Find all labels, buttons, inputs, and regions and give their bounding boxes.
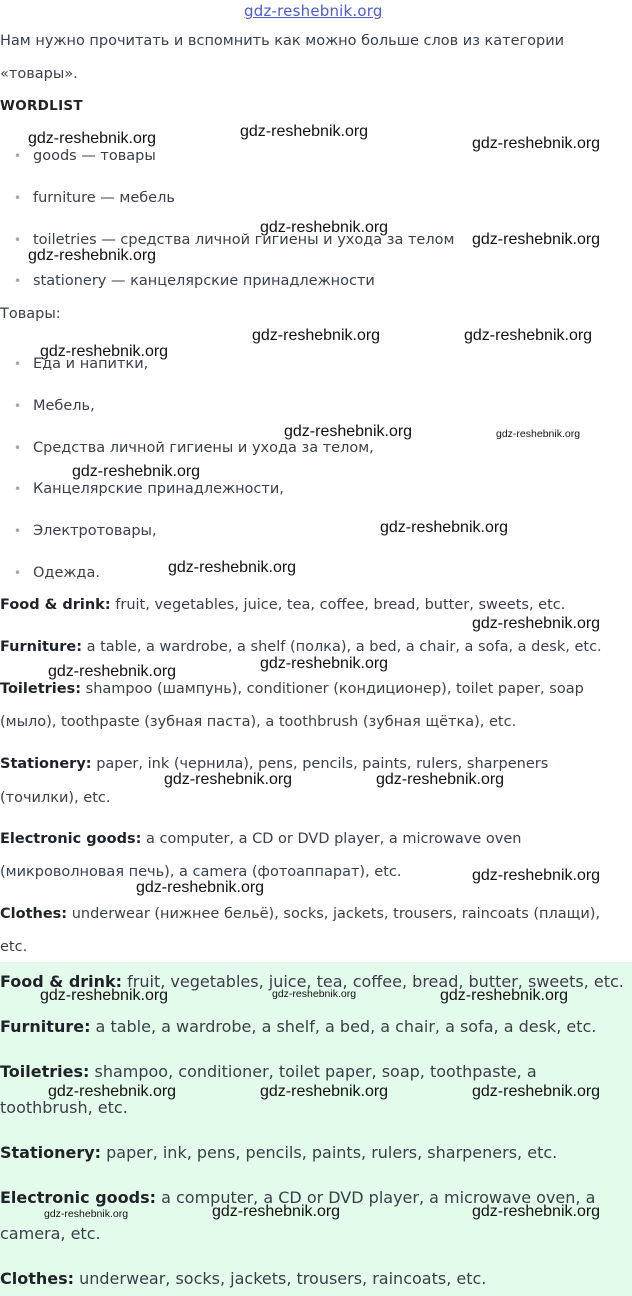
answer-label: Electronic goods: xyxy=(0,1188,157,1207)
goods-heading: Товары: xyxy=(0,306,61,322)
detail-electronics-cont: (микроволновая печь), a camera (фотоаппарат), etc. xyxy=(0,864,402,880)
answer-text: shampoo, conditioner, toilet paper, soap, toothpaste, a xyxy=(89,1062,537,1081)
watermark: gdz-reshebnik.org xyxy=(260,1083,389,1100)
watermark: gdz-reshebnik.org xyxy=(240,123,369,140)
answer-electronics-cont: camera, etc. xyxy=(0,1224,101,1243)
watermark: gdz-reshebnik.org xyxy=(212,1203,341,1220)
watermark: gdz-reshebnik.org xyxy=(72,463,201,480)
answer-label: Clothes: xyxy=(0,1269,75,1288)
watermark: gdz-reshebnik.org xyxy=(380,519,509,536)
watermark: gdz-reshebnik.org xyxy=(48,663,177,680)
detail-clothes xyxy=(0,906,600,922)
list-item: • goods — товары xyxy=(0,148,156,164)
answer-label: Toiletries: xyxy=(0,1062,90,1081)
watermark: gdz-reshebnik.org xyxy=(44,1208,129,1220)
answer-toiletries-cont: toothbrush, etc. xyxy=(0,1098,128,1117)
watermark: gdz-reshebnik.org xyxy=(40,343,169,360)
answer-toiletries xyxy=(0,1062,537,1081)
answer-label: Furniture: xyxy=(0,1017,91,1036)
detail-toiletries xyxy=(0,681,584,697)
detail-text: a computer, a CD or DVD player, a microwave oven xyxy=(141,831,522,847)
detail-label: Toiletries: xyxy=(0,681,82,697)
detail-furniture xyxy=(0,639,602,655)
watermark: gdz-reshebnik.org xyxy=(464,327,593,344)
list-item: • Средства личной гигиены и ухода за телом, xyxy=(0,440,374,456)
intro-line-1: Нам нужно прочитать и вспомнить как можно больше слов из категории xyxy=(0,33,565,49)
answer-text: a table, a wardrobe, a shelf, a bed, a chair, a sofa, a desk, etc. xyxy=(90,1017,597,1036)
watermark: gdz-reshebnik.org xyxy=(40,987,169,1004)
detail-label: Electronic goods: xyxy=(0,831,142,847)
watermark: gdz-reshebnik.org xyxy=(472,1203,601,1220)
watermark: gdz-reshebnik.org xyxy=(376,771,505,788)
watermark: gdz-reshebnik.org xyxy=(472,615,601,632)
answer-box xyxy=(0,962,632,1296)
site-link[interactable]: gdz-reshebnik.org xyxy=(244,2,383,20)
list-item: • Мебель, xyxy=(0,398,95,414)
list-item: • Одежда. xyxy=(0,565,100,581)
watermark: gdz-reshebnik.org xyxy=(440,987,569,1004)
watermark: gdz-reshebnik.org xyxy=(28,247,157,264)
list-item: • furniture — мебель xyxy=(0,190,175,206)
detail-text: paper, ink (чернила), pens, pencils, paints, rulers, sharpeners xyxy=(91,756,549,772)
answer-label: Stationery: xyxy=(0,1143,102,1162)
intro-line-2: «товары». xyxy=(0,66,78,82)
answer-text: underwear, socks, jackets, trousers, raincoats, etc. xyxy=(74,1269,487,1288)
detail-clothes-cont: etc. xyxy=(0,939,28,955)
watermark: gdz-reshebnik.org xyxy=(260,219,389,236)
watermark: gdz-reshebnik.org xyxy=(472,1083,601,1100)
detail-label: Stationery: xyxy=(0,756,92,772)
watermark: gdz-reshebnik.org xyxy=(48,1083,177,1100)
watermark: gdz-reshebnik.org xyxy=(496,428,581,440)
detail-toiletries-cont: (мыло), toothpaste (зубная паста), a toothbrush (зубная щётка), etc. xyxy=(0,714,517,730)
answer-furniture xyxy=(0,1017,596,1036)
detail-food xyxy=(0,597,565,613)
detail-label: Food & drink: xyxy=(0,597,111,613)
wordlist-heading: WORDLIST xyxy=(0,98,83,114)
detail-text: a table, a wardrobe, a shelf (полка), a bed, a chair, a sofa, a desk, etc. xyxy=(82,639,602,655)
answer-clothes xyxy=(0,1269,486,1288)
watermark: gdz-reshebnik.org xyxy=(472,867,601,884)
watermark: gdz-reshebnik.org xyxy=(252,327,381,344)
detail-text: shampoo (шампунь), conditioner (кондиционер), toilet paper, soap xyxy=(81,681,584,697)
watermark: gdz-reshebnik.org xyxy=(472,135,601,152)
list-item: • Электротовары, xyxy=(0,523,157,539)
list-item: • toiletries — средства личной гигиены и ухода за телом xyxy=(0,232,454,248)
watermark: gdz-reshebnik.org xyxy=(472,231,601,248)
watermark: gdz-reshebnik.org xyxy=(136,879,265,896)
list-item: • stationery — канцелярские принадлежности xyxy=(0,273,375,289)
list-item: • Канцелярские принадлежности, xyxy=(0,481,284,497)
watermark: gdz-reshebnik.org xyxy=(168,559,297,576)
list-item: • Еда и напитки, xyxy=(0,356,148,372)
detail-label: Clothes: xyxy=(0,906,68,922)
answer-text: a computer, a CD or DVD player, a microwave oven, a xyxy=(156,1188,596,1207)
detail-electronics xyxy=(0,831,521,847)
watermark: gdz-reshebnik.org xyxy=(260,655,389,672)
detail-text: fruit, vegetables, juice, tea, coffee, bread, butter, sweets, etc. xyxy=(110,597,566,613)
answer-label: Food & drink: xyxy=(0,972,123,991)
detail-stationery xyxy=(0,756,548,772)
answer-text: paper, ink, pens, pencils, paints, rulers, sharpeners, etc. xyxy=(101,1143,558,1162)
answer-text: fruit, vegetables, juice, tea, coffee, bread, butter, sweets, etc. xyxy=(122,972,624,991)
watermark: gdz-reshebnik.org xyxy=(272,988,357,1000)
detail-label: Furniture: xyxy=(0,639,82,655)
answer-stationery xyxy=(0,1143,557,1162)
watermark: gdz-reshebnik.org xyxy=(284,423,413,440)
detail-stationery-cont: (точилки), etc. xyxy=(0,790,111,806)
watermark: gdz-reshebnik.org xyxy=(164,771,293,788)
detail-text: underwear (нижнее бельё), socks, jackets, trousers, raincoats (плащи), xyxy=(67,906,601,922)
watermark: gdz-reshebnik.org xyxy=(28,130,157,147)
